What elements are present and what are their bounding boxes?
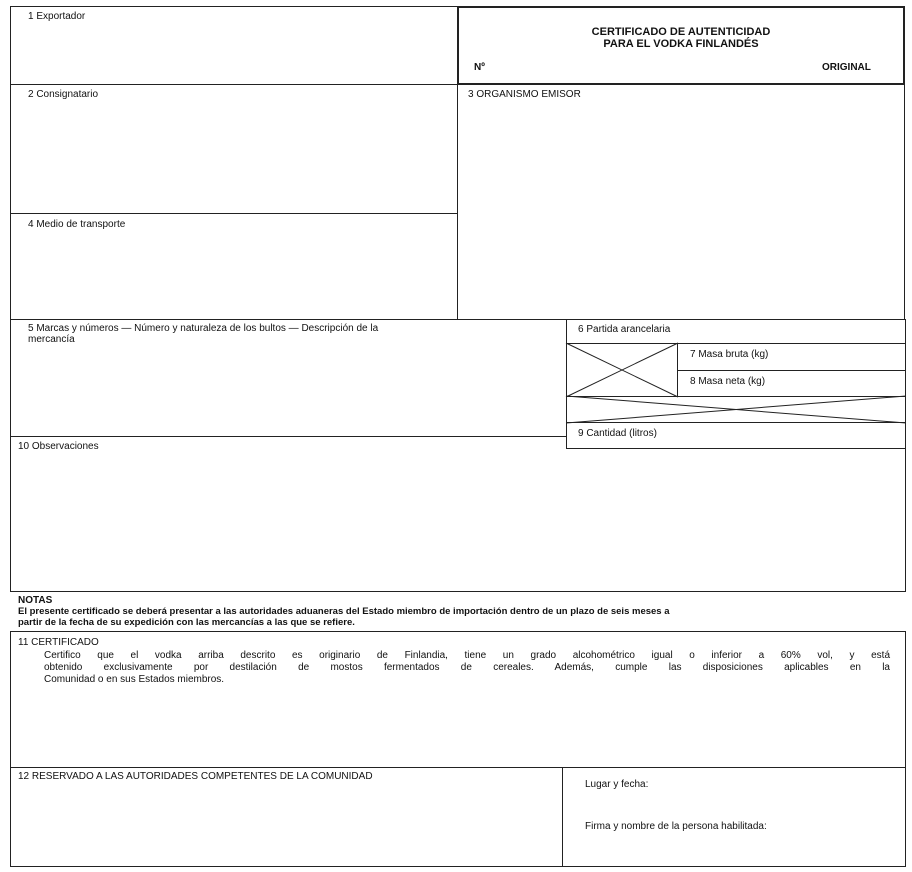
label-masa-neta: 8 Masa neta (kg) — [690, 376, 766, 387]
box-marcas-numeros[interactable] — [10, 319, 567, 437]
label-cantidad: 9 Cantidad (litros) — [578, 428, 657, 439]
label-lugar-fecha: Lugar y fecha: — [585, 779, 649, 790]
label-certificado: 11 CERTIFICADO — [18, 637, 99, 648]
label-marcas-numeros-line1: 5 Marcas y números — Número y naturaleza de los bultos — Descripción de la — [28, 323, 379, 334]
original-label: ORIGINAL — [822, 62, 871, 73]
divider-observaciones — [10, 436, 567, 437]
box-organismo-emisor[interactable] — [457, 84, 905, 320]
notas-line1: El presente certificado se deberá presentar a las autoridades aduaneras del Estado miembro de importación dentro de un plazo de seis meses a — [18, 606, 670, 617]
box-observaciones[interactable] — [10, 436, 906, 592]
label-reservado-autoridades: 12 RESERVADO A LAS AUTORIDADES COMPETENTES DE LA COMUNIDAD — [18, 771, 373, 782]
label-organismo-emisor: 3 ORGANISMO EMISOR — [468, 89, 581, 100]
certificado-text-line1: Certifico que el vodka arriba descrito es originario de Finlandia, tiene un grado alcohométrico igual o inferior a 60% vol, y está — [44, 650, 890, 661]
box-consignatario[interactable] — [10, 84, 458, 214]
notas-line2: partir de la fecha de su expedición con las mercancías a las que se refiere. — [18, 617, 355, 628]
certificado-text-line2: obtenido exclusivamente por destilación de mostos fermentados de cereales. Además, cumple las disposiciones aplicables en la — [44, 662, 890, 673]
notas-title: NOTAS — [18, 595, 53, 606]
label-marcas-numeros-line2: mercancía — [28, 334, 75, 345]
label-firma-nombre: Firma y nombre de la persona habilitada: — [585, 821, 767, 832]
label-exportador: 1 Exportador — [28, 11, 86, 22]
cross-mark-wide — [566, 396, 906, 423]
certificate-title-line1: CERTIFICADO DE AUTENTICIDAD — [591, 26, 771, 38]
label-masa-bruta: 7 Masa bruta (kg) — [690, 349, 769, 360]
certificate-number-label: Nº — [474, 62, 485, 73]
label-observaciones: 10 Observaciones — [18, 441, 99, 452]
certificate-title-line2: PARA EL VODKA FINLANDÉS — [603, 38, 759, 50]
label-consignatario: 2 Consignatario — [28, 89, 99, 100]
label-medio-transporte: 4 Medio de transporte — [28, 219, 126, 230]
certificado-text-line3: Comunidad o en sus Estados miembros. — [44, 674, 225, 685]
cross-mark-left — [566, 343, 678, 397]
label-partida-arancelaria: 6 Partida arancelaria — [578, 324, 671, 335]
